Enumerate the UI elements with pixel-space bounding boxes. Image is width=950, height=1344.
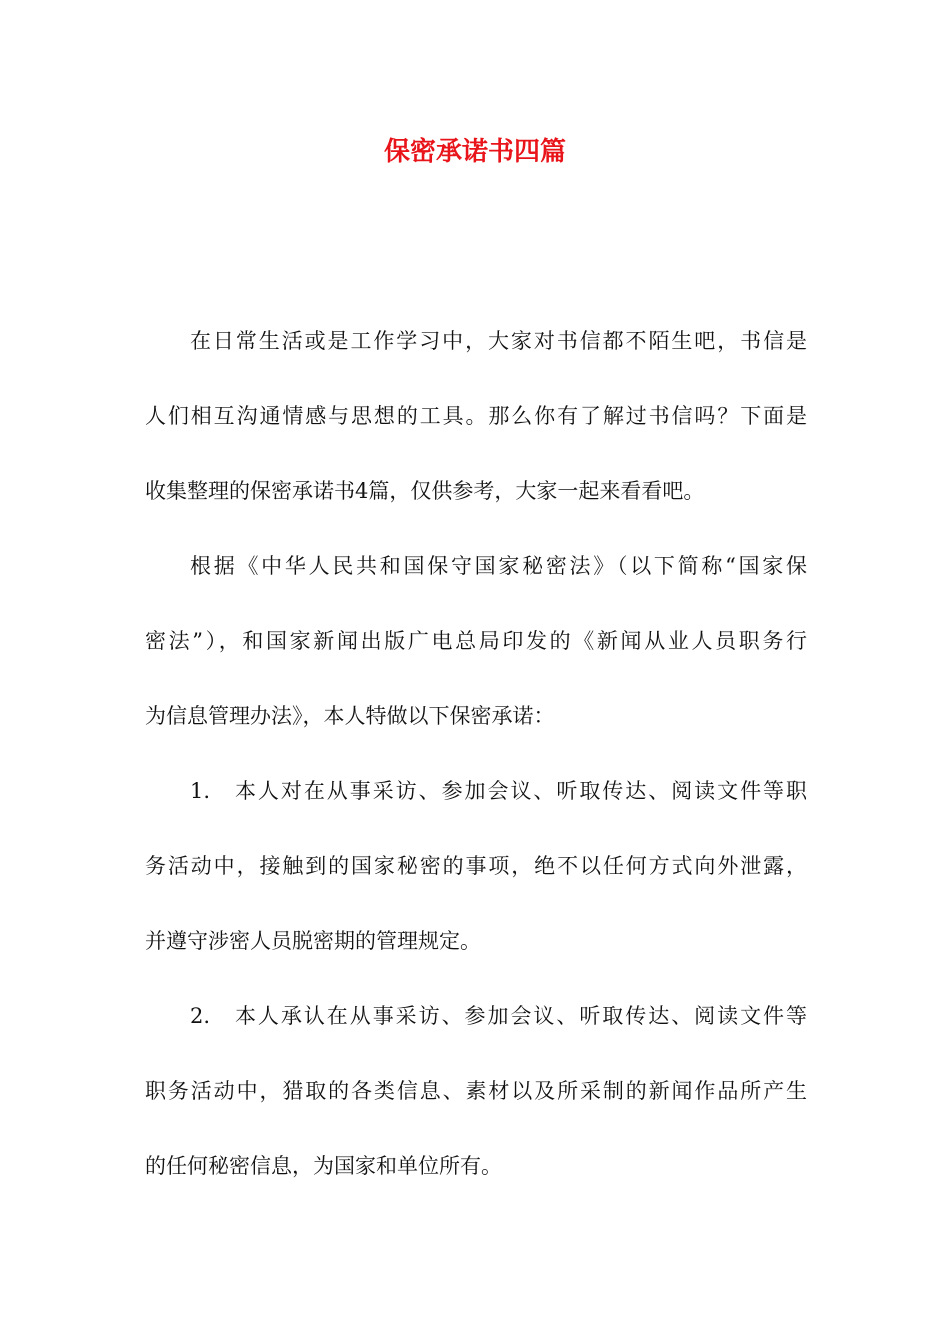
- paragraph-line: 收集整理的保密承诺书4篇，仅供参考，大家一起来看看吧。: [145, 479, 705, 503]
- paragraph-line: 职务活动中，猎取的各类信息、素材以及所采制的新闻作品所产生: [145, 1079, 807, 1103]
- paragraph-line: 的任何秘密信息，为国家和单位所有。: [145, 1154, 502, 1178]
- paragraph-line: 根据《中华人民共和国保守国家秘密法》（以下简称“国家保: [190, 554, 807, 578]
- paragraph-line: 密法”），和国家新闻出版广电总局印发的《新闻从业人员职务行: [145, 629, 807, 653]
- paragraph-line: 并遵守涉密人员脱密期的管理规定。: [145, 929, 481, 953]
- document-body: [145, 320, 807, 1220]
- paragraph-line: 1. 本人对在从事采访、参加会议、听取传达、阅读文件等职: [190, 779, 807, 803]
- paragraph-line: 人们相互沟通情感与思想的工具。那么你有了解过书信吗？下面是: [145, 404, 807, 428]
- paragraph-line: 在日常生活或是工作学习中，大家对书信都不陌生吧，书信是: [190, 329, 807, 353]
- paragraph-line: 务活动中，接触到的国家秘密的事项，绝不以任何方式向外泄露，: [145, 854, 807, 878]
- page-title: 保密承诺书四篇: [383, 137, 566, 167]
- paragraph-line: 为信息管理办法》，本人特做以下保密承诺：: [145, 704, 555, 728]
- paragraph-line: 2. 本人承认在从事采访、参加会议、听取传达、阅读文件等: [190, 1004, 807, 1028]
